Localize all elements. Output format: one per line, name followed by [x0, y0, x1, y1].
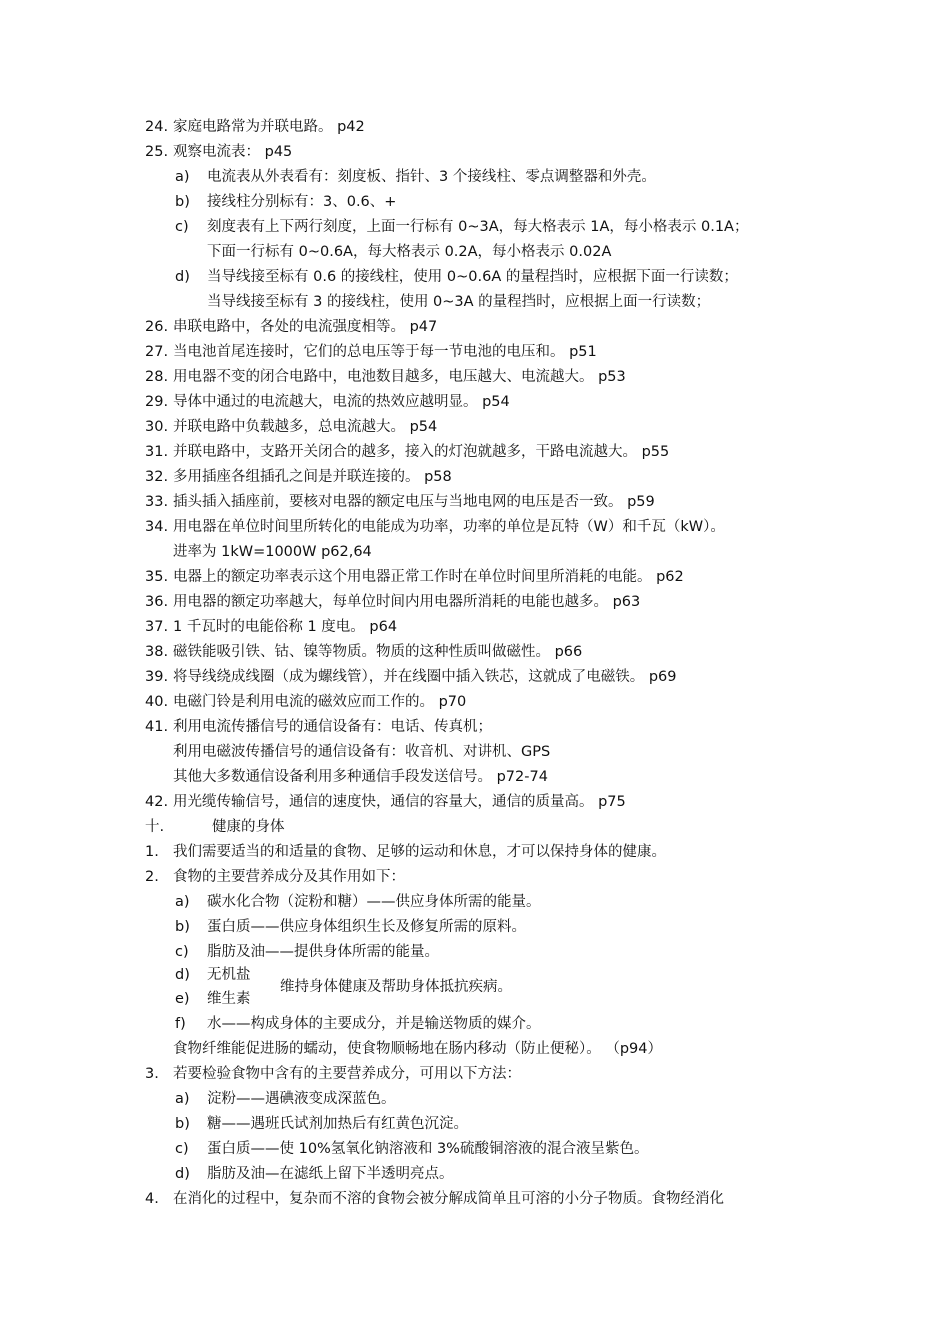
item-number: 27.: [145, 344, 169, 360]
sub-letter: d): [175, 269, 190, 285]
section-title: 健康的身体: [212, 819, 285, 835]
item-text: 观察电流表： p45: [173, 144, 293, 160]
item-number: 26.: [145, 319, 169, 335]
sub-letter: f): [175, 1016, 186, 1032]
item-text: 1 千瓦时的电能俗称 1 度电。 p64: [173, 619, 398, 635]
item-number: 33.: [145, 494, 169, 510]
item-number: 35.: [145, 569, 169, 585]
sub-text: 水——构成身体的主要成分，并是输送物质的媒介。: [207, 1016, 541, 1032]
item-text: 并联电路中负载越多，总电流越大。 p54: [173, 419, 438, 435]
sub-text: 蛋白质——供应身体组织生长及修复所需的原料。: [207, 919, 526, 935]
item-text: 电器上的额定功率表示这个用电器正常工作时在单位时间里所消耗的电能。 p62: [173, 569, 684, 585]
item-text: 导体中通过的电流越大，电流的热效应越明显。 p54: [173, 394, 510, 410]
item-text: 用电器在单位时间里所转化的电能成为功率，功率的单位是瓦特（W）和千瓦（kW）。: [173, 519, 725, 535]
item-text: 将导线绕成线圈（成为螺线管），并在线圈中插入铁芯，这就成了电磁铁。 p69: [173, 669, 677, 685]
note-text: 食物纤维能促进肠的蠕动，使食物顺畅地在肠内移动（防止便秘）。 （p94）: [173, 1041, 663, 1057]
item-text: 在消化的过程中，复杂而不溶的食物会被分解成简单且可溶的小分子物质。食物经消化: [173, 1191, 724, 1207]
shared-description: 维持身体健康及帮助身体抵抗疾病。: [280, 979, 512, 995]
section-number: 十.: [145, 819, 165, 835]
sub-text: 碳水化合物（淀粉和糖）——供应身体所需的能量。: [207, 894, 541, 910]
item-number: 37.: [145, 619, 169, 635]
item-number: 24.: [145, 119, 169, 135]
sub-letter: a): [175, 1091, 190, 1107]
sub-text: 接线柱分别标有：3、0.6、+: [207, 194, 397, 210]
item-number: 2.: [145, 869, 159, 885]
item-text: 当电池首尾连接时，它们的总电压等于每一节电池的电压和。 p51: [173, 344, 597, 360]
item-text: 用光缆传输信号，通信的速度快，通信的容量大，通信的质量高。 p75: [173, 794, 626, 810]
item-text-continued: 进率为 1kW=1000W p62,64: [173, 544, 372, 560]
item-number: 28.: [145, 369, 169, 385]
item-number: 30.: [145, 419, 169, 435]
item-text: 并联电路中，支路开关闭合的越多，接入的灯泡就越多，干路电流越大。 p55: [173, 444, 670, 460]
sub-text: 糖——遇班氏试剂加热后有红黄色沉淀。: [207, 1116, 468, 1132]
item-text: 多用插座各组插孔之间是并联连接的。 p58: [173, 469, 452, 485]
item-text: 电磁门铃是利用电流的磁效应而工作的。 p70: [173, 694, 467, 710]
sub-letter: b): [175, 919, 190, 935]
item-number: 31.: [145, 444, 169, 460]
sub-letter: b): [175, 1116, 190, 1132]
item-text: 用电器的额定功率越大，每单位时间内用电器所消耗的电能也越多。 p63: [173, 594, 641, 610]
item-text: 家庭电路常为并联电路。 p42: [173, 119, 365, 135]
item-number: 38.: [145, 644, 169, 660]
sub-letter: a): [175, 169, 190, 185]
sub-text: 蛋白质——使 10%氢氧化钠溶液和 3%硫酸铜溶液的混合液呈紫色。: [207, 1141, 649, 1157]
item-text: 若要检验食物中含有的主要营养成分，可用以下方法：: [173, 1066, 521, 1082]
item-text-continued: 其他大多数通信设备利用多种通信手段发送信号。 p72-74: [173, 769, 548, 785]
item-text: 插头插入插座前，要核对电器的额定电压与当地电网的电压是否一致。 p59: [173, 494, 655, 510]
item-number: 1.: [145, 844, 159, 860]
item-text: 磁铁能吸引铁、钴、镍等物质。物质的这种性质叫做磁性。 p66: [173, 644, 583, 660]
item-text: 串联电路中，各处的电流强度相等。 p47: [173, 319, 438, 335]
sub-text: 无机盐: [207, 967, 251, 983]
sub-text: 电流表从外表看有：刻度板、指针、3 个接线柱、零点调整器和外壳。: [207, 169, 656, 185]
sub-text: 脂肪及油——提供身体所需的能量。: [207, 944, 439, 960]
item-number: 34.: [145, 519, 169, 535]
sub-text: 当导线接至标有 0.6 的接线柱，使用 0~0.6A 的量程挡时，应根据下面一行读数；: [207, 269, 738, 285]
item-number: 25.: [145, 144, 169, 160]
item-number: 32.: [145, 469, 169, 485]
sub-letter: d): [175, 967, 190, 983]
item-text: 食物的主要营养成分及其作用如下：: [173, 869, 405, 885]
sub-text: 刻度表有上下两行刻度，上面一行标有 0~3A，每大格表示 1A，每小格表示 0.1A；: [207, 219, 749, 235]
sub-text-continued: 当导线接至标有 3 的接线柱，使用 0~3A 的量程挡时，应根据上面一行读数；: [207, 294, 711, 310]
item-number: 4.: [145, 1191, 159, 1207]
sub-text: 维生素: [207, 991, 251, 1007]
item-number: 42.: [145, 794, 169, 810]
item-number: 40.: [145, 694, 169, 710]
sub-text-continued: 下面一行标有 0~0.6A，每大格表示 0.2A，每小格表示 0.02A: [207, 244, 612, 260]
sub-text: 淀粉——遇碘液变成深蓝色。: [207, 1091, 396, 1107]
sub-letter: c): [175, 1141, 189, 1157]
sub-letter: b): [175, 194, 190, 210]
sub-letter: c): [175, 219, 189, 235]
item-number: 29.: [145, 394, 169, 410]
item-number: 36.: [145, 594, 169, 610]
item-text: 我们需要适当的和适量的食物、足够的运动和休息，才可以保持身体的健康。: [173, 844, 666, 860]
item-text: 利用电流传播信号的通信设备有：电话、传真机；: [173, 719, 492, 735]
sub-letter: a): [175, 894, 190, 910]
sub-letter: c): [175, 944, 189, 960]
sub-letter: e): [175, 991, 190, 1007]
sub-letter: d): [175, 1166, 190, 1182]
item-number: 41.: [145, 719, 169, 735]
item-text-continued: 利用电磁波传播信号的通信设备有：收音机、对讲机、GPS: [173, 744, 551, 760]
item-text: 用电器不变的闭合电路中，电池数目越多，电压越大、电流越大。 p53: [173, 369, 626, 385]
item-number: 39.: [145, 669, 169, 685]
sub-text: 脂肪及油—在滤纸上留下半透明亮点。: [207, 1166, 454, 1182]
item-number: 3.: [145, 1066, 159, 1082]
